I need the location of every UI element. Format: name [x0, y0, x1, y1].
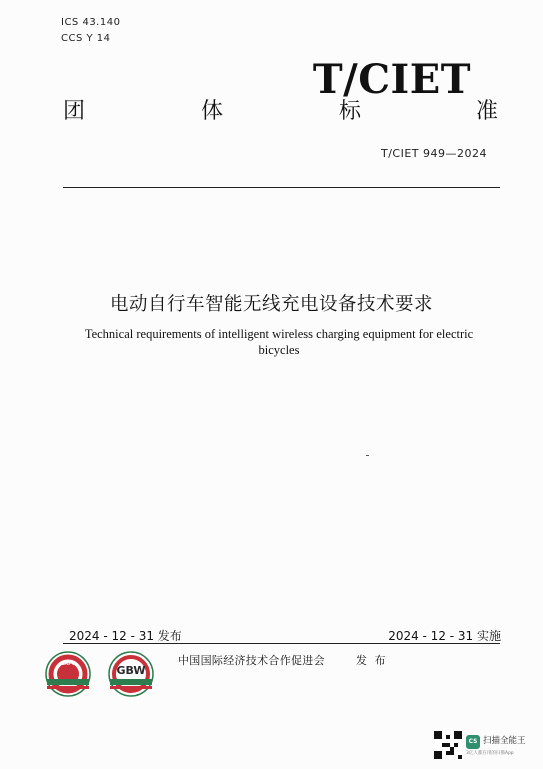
certification-seals — [43, 649, 158, 699]
title-chinese: 电动自行车智能无线充电设备技术要求 — [109, 294, 433, 315]
standard-number: T/CIET 949—2024 — [380, 147, 487, 160]
publisher-name: 中国国际经济技术合作促进会 — [178, 654, 325, 667]
ics-code: ICS 43.140 — [61, 17, 121, 28]
gbw-seal-icon — [109, 652, 153, 696]
camscanner-logo-icon: CS — [466, 735, 480, 749]
publish-label: 发 布 — [356, 654, 388, 667]
scanner-app-tagline: 3亿人都在用的扫描App — [466, 751, 514, 756]
standard-type-char-4: 准 — [476, 99, 499, 124]
org-code-logo: T/CIET — [312, 56, 471, 103]
scanner-app-name: 扫描全能王 — [483, 736, 526, 746]
standard-type-char-1: 团 — [63, 99, 86, 124]
scan-speck — [366, 455, 369, 456]
implementation-date: 2024 - 12 - 31 实施 — [388, 629, 501, 643]
ccs-code: CCS Y 14 — [61, 33, 111, 44]
qr-code-icon — [434, 731, 462, 759]
bottom-divider — [63, 643, 500, 644]
standard-type-char-3: 标 — [339, 99, 362, 124]
gbw-seal-label: GBW — [116, 664, 146, 677]
top-divider — [63, 187, 500, 188]
standard-type-char-2: 体 — [201, 99, 224, 124]
capc-seal-icon — [46, 652, 90, 696]
capc-seal-label: CAPC — [60, 661, 76, 667]
title-english: Technical requirements of intelligent wireless charging equipment for electric bicycles — [84, 327, 474, 357]
issue-date: 2024 - 12 - 31 发布 — [69, 629, 182, 643]
